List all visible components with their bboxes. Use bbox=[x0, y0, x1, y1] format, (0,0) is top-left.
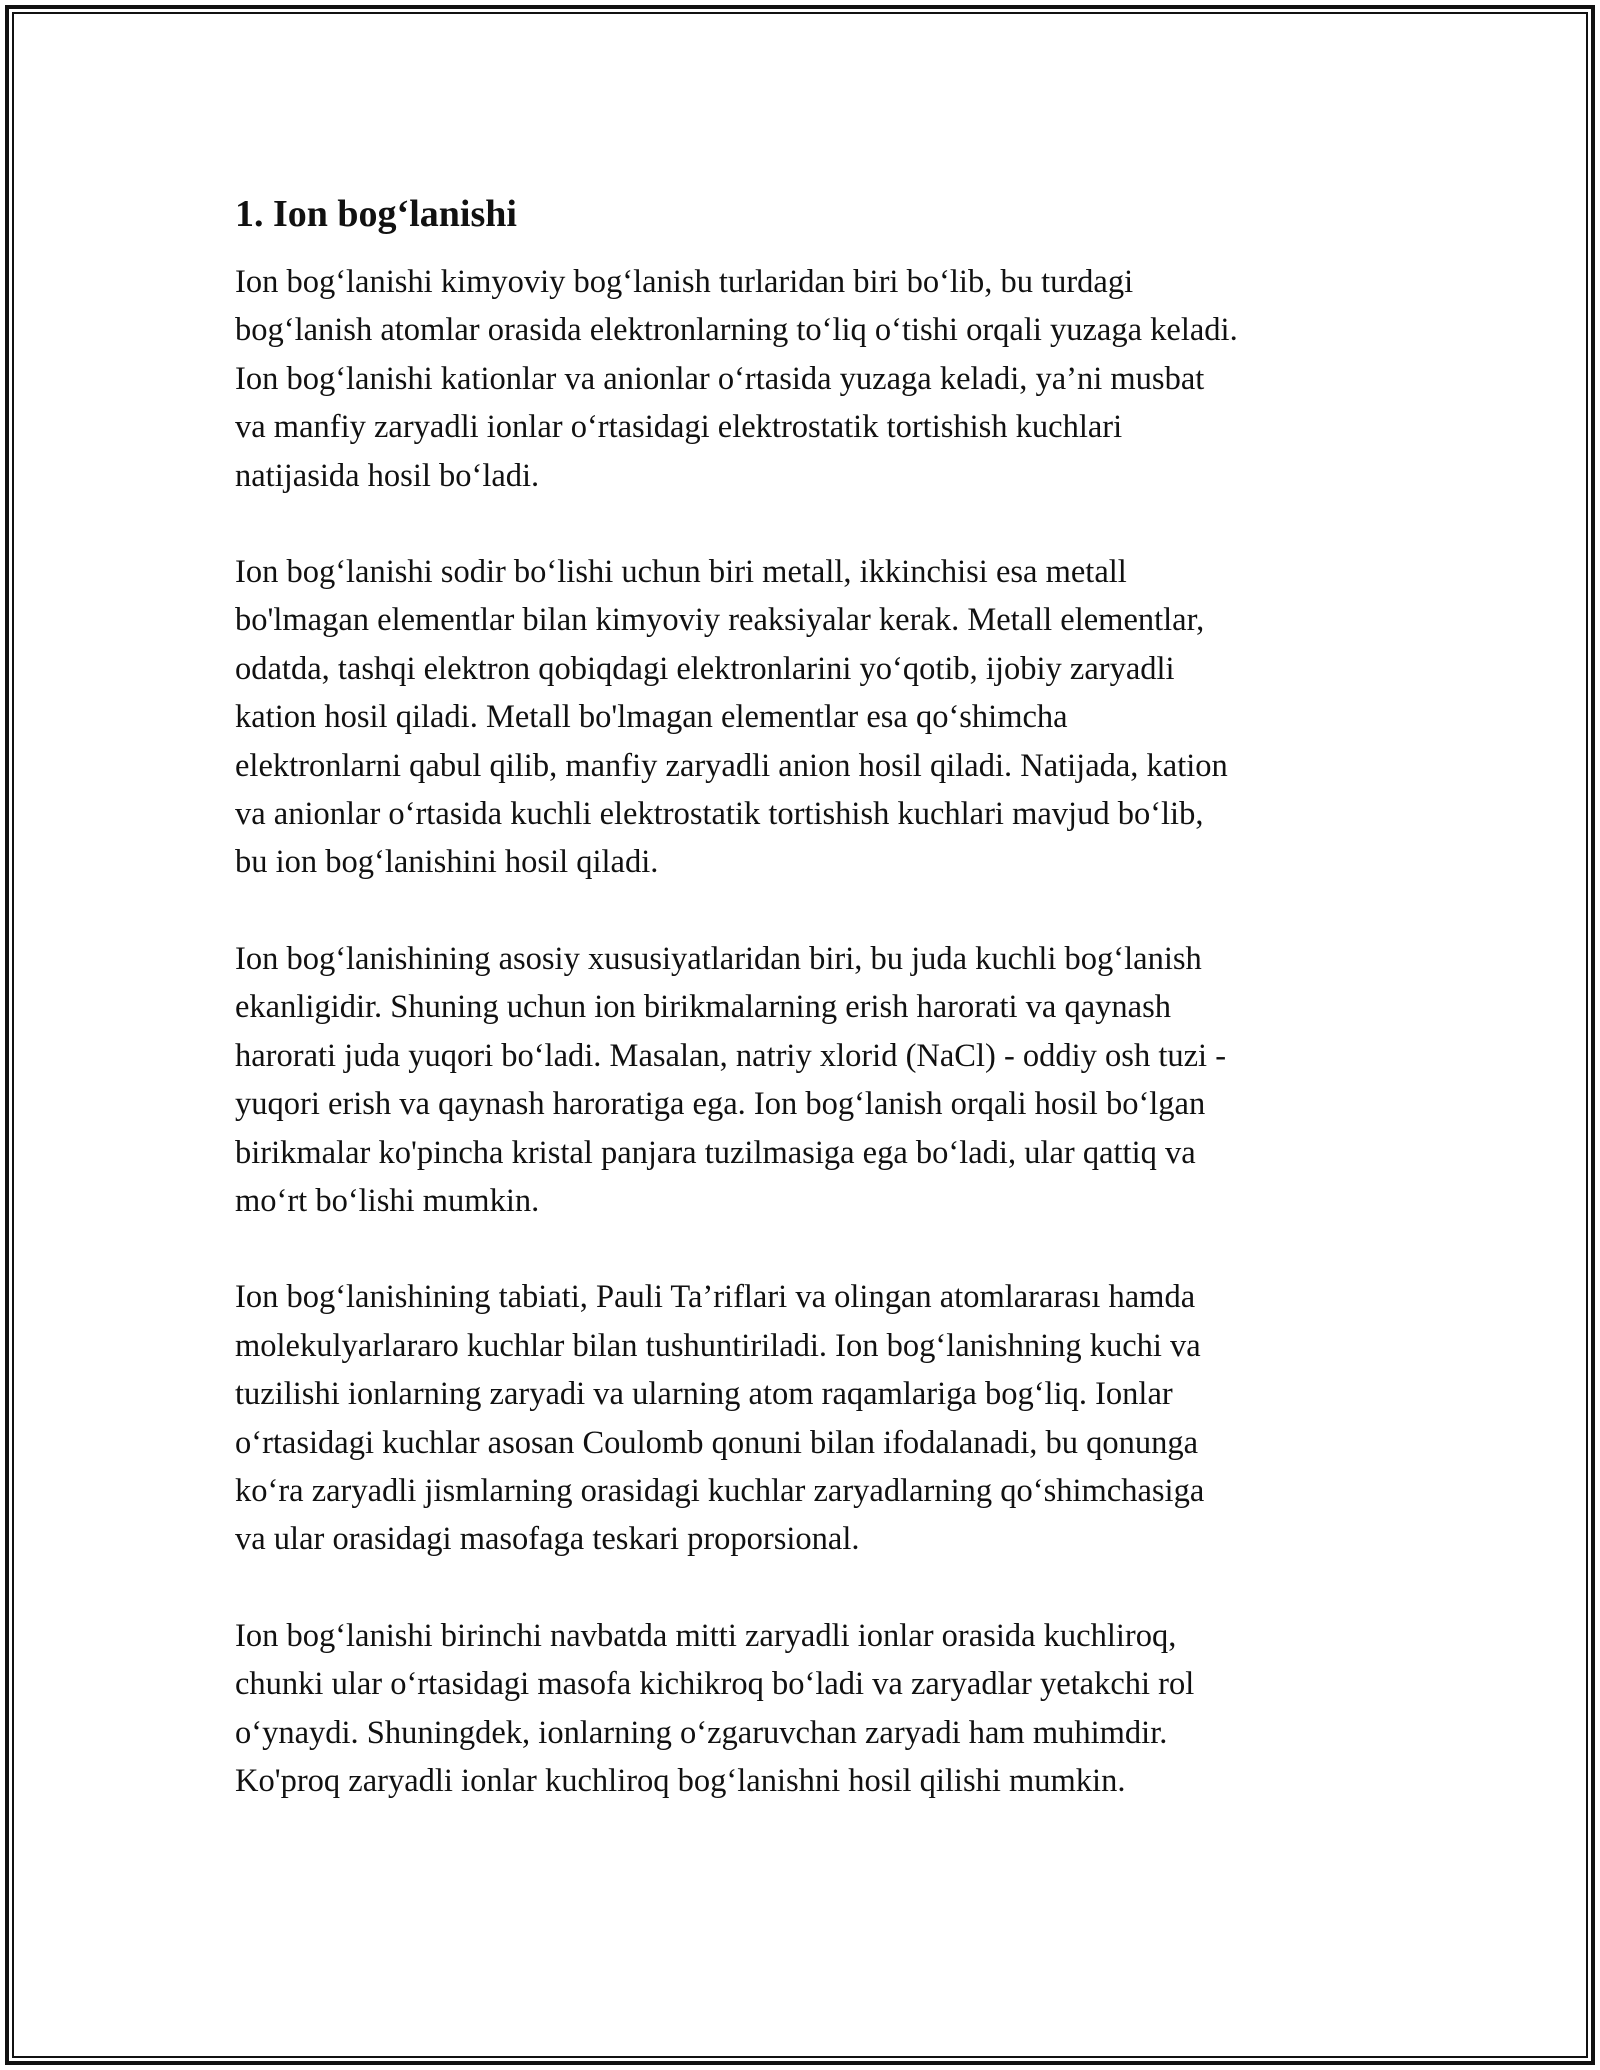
document-body bbox=[235, 188, 1375, 1853]
paragraph-5: Ion bog‘lanishi birinchi navbatda mitti zaryadli ionlar orasida kuchliroq, chunki ular o‘rtasidagi masofa kichikroq bo‘ladi va zaryadlar yetakchi rol o‘ynaydi. Shuningdek, ionlarning o‘zgaruvchan zaryadi ham muhimdir. Ko'proq zaryadli ionlar kuchliroq bog‘lanishni hosil qilishi mumkin. bbox=[235, 1617, 1195, 1799]
section-heading: 1. Ion bog‘lanishi bbox=[235, 193, 517, 235]
paragraph-2: Ion bog‘lanishi sodir bo‘lishi uchun biri metall, ikkinchisi esa metall bo'lmagan elementlar bilan kimyoviy reaksiyalar kerak. Metall elementlar, odatda, tashqi elektron qobiqdagi elektronlarini yo‘qotib, ijobiy zaryadli kation hosil qiladi. Metall bo'lmagan elementlar esa qo‘shimcha elektronlarni qabul qilib, manfiy zaryadli anion hosil qiladi. Natijada, kation va anionlar o‘rtasida kuchli elektrostatik tortishish kuchlari mavjud bo‘lib, bu ion bog‘lanishini hosil qiladi. bbox=[235, 554, 1228, 881]
paragraph-3: Ion bog‘lanishining asosiy xususiyatlaridan biri, bu juda kuchli bog‘lanish ekanligidir. Shuning uchun ion birikmalarning erish harorati va qaynash harorati juda yuqori bo‘ladi. Masalan, natriy xlorid (NaCl) - oddiy osh tuzi - yuqori erish va qaynash haroratiga ega. Ion bog‘lanish orqali hosil bo‘lgan birikmalar ko'pincha kristal panjara tuzilmasiga ega bo‘ladi, ular qattiq va mo‘rt bo‘lishi mumkin. bbox=[235, 940, 1227, 1219]
paragraph-4: Ion bog‘lanishining tabiati, Pauli Ta’riflari va olingan atomlararası hamda molekulyarlararo kuchlar bilan tushuntiriladi. Ion bog‘lanishning kuchi va tuzilishi ionlarning zaryadi va ularning atom raqamlariga bog‘liq. Ionlar o‘rtasidagi kuchlar asosan Coulomb qonuni bilan ifodalanadi, bu qonunga ko‘ra zaryadli jismlarning orasidagi kuchlar zaryadlarning qo‘shimchasiga va ular orasidagi masofaga teskari proporsional. bbox=[235, 1279, 1205, 1558]
paragraph-1: Ion bog‘lanishi kimyoviy bog‘lanish turlaridan biri bo‘lib, bu turdagi bog‘lanish atomlar orasida elektronlarning to‘liq o‘tishi orqali yuzaga keladi. Ion bog‘lanishi kationlar va anionlar o‘rtasida yuzaga keladi, ya’ni musbat va manfiy zaryadli ionlar o‘rtasidagi elektrostatik tortishish kuchlari natijasida hosil bo‘ladi. bbox=[235, 264, 1238, 494]
